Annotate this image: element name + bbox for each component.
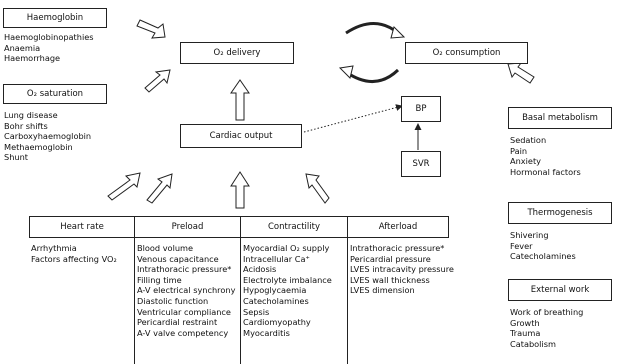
- heart-rate-column: [29, 216, 135, 364]
- block-arrow-basal-metabolism: [508, 63, 534, 83]
- list-item: Myocardial O₂ supply: [243, 243, 330, 253]
- curved-arrow-top: [346, 24, 398, 34]
- list-item: Venous capacitance: [137, 253, 219, 264]
- contractility-box: [240, 216, 348, 238]
- list-item: Fever: [510, 240, 533, 251]
- block-arrow-heart-rate: [108, 173, 140, 200]
- list-item: LVES intracavity pressure: [350, 264, 454, 275]
- list-item: Hypoglycaemia: [243, 285, 307, 296]
- afterload-list: [350, 243, 454, 296]
- list-item: Shunt: [4, 152, 28, 163]
- list-item: Haemoglobinopathies: [4, 32, 94, 42]
- list-item: Catecholamines: [510, 251, 576, 262]
- list-item: Intrathoracic pressure*: [137, 264, 232, 275]
- list-item: Cardiomyopathy: [243, 317, 311, 328]
- list-item: Intracellular Ca⁺: [243, 253, 310, 264]
- list-item: Pain: [510, 145, 528, 156]
- dotted-arrow-co-to-bp: [304, 106, 402, 132]
- external-work-title: External work: [530, 285, 590, 295]
- list-item: LVES wall thickness: [350, 274, 430, 285]
- list-item: A-V electrical synchrony: [137, 285, 236, 296]
- list-item: LVES dimension: [350, 285, 415, 296]
- cardiac-output-box: [180, 124, 302, 148]
- list-item: Arrhythmia: [31, 243, 77, 253]
- block-arrow-afterload: [306, 174, 329, 203]
- heart-rate-title: Heart rate: [60, 222, 104, 232]
- basal-metabolism-list: [510, 135, 581, 177]
- block-arrow-o2-saturation: [145, 70, 170, 92]
- list-item: Catecholamines: [243, 295, 309, 306]
- list-item: Anaemia: [4, 42, 41, 53]
- preload-title: Preload: [171, 222, 204, 232]
- svr-box: [401, 151, 441, 177]
- block-arrow-preload: [147, 174, 172, 203]
- bp-box: [401, 96, 441, 122]
- list-item: Sedation: [510, 135, 547, 145]
- list-item: Blood volume: [137, 243, 194, 253]
- list-item: Carboxyhaemoglobin: [4, 131, 92, 142]
- heart-rate-box: [29, 216, 135, 238]
- list-item: Ventricular compliance: [137, 306, 231, 317]
- list-item: Sepsis: [243, 306, 270, 317]
- list-item: A-V valve competency: [137, 327, 229, 338]
- list-item: Electrolyte imbalance: [243, 274, 332, 285]
- thermogenesis-list: [510, 230, 576, 262]
- haemoglobin-title: Haemoglobin: [26, 13, 84, 23]
- heart-rate-list: [31, 243, 117, 264]
- preload-list: [137, 243, 235, 338]
- list-item: Growth: [510, 317, 540, 328]
- o2-consumption-label: O₂ consumption: [432, 48, 501, 58]
- list-item: Hormonal factors: [510, 166, 581, 177]
- thermogenesis-box: [508, 202, 612, 224]
- list-item: Intrathoracic pressure*: [350, 243, 445, 253]
- o2-saturation-list: [4, 110, 91, 163]
- list-item: Diastolic function: [137, 295, 209, 306]
- preload-box: [134, 216, 241, 238]
- list-item: Bohr shifts: [4, 120, 48, 131]
- block-arrow-contractility: [231, 172, 249, 208]
- block-arrow-haemoglobin: [137, 20, 165, 38]
- list-item: Acidosis: [243, 264, 277, 275]
- external-work-box: [508, 279, 612, 301]
- o2-delivery-box: [180, 42, 294, 64]
- list-item: Work of breathing: [510, 307, 584, 317]
- curved-arrow-bottom: [346, 70, 398, 82]
- haemoglobin-list: [4, 32, 94, 64]
- haemoglobin-box: [3, 8, 107, 28]
- thermogenesis-title: Thermogenesis: [527, 208, 593, 218]
- contractility-title: Contractility: [267, 222, 320, 232]
- list-item: Myocarditis: [243, 327, 290, 338]
- o2-saturation-box: [3, 84, 107, 104]
- cardiac-output-label: Cardiac output: [209, 131, 273, 141]
- list-item: Filling time: [137, 274, 182, 285]
- list-item: Methaemoglobin: [4, 141, 73, 152]
- o2-consumption-box: [405, 42, 528, 64]
- basal-metabolism-title: Basal metabolism: [522, 113, 598, 123]
- block-arrow-cardiac-output-up: [231, 80, 249, 120]
- basal-metabolism-box: [508, 107, 612, 129]
- list-item: Anxiety: [510, 156, 542, 167]
- list-item: Shivering: [510, 230, 549, 240]
- contractility-list: [243, 243, 332, 338]
- list-item: Catabolism: [510, 338, 556, 349]
- list-item: Lung disease: [4, 110, 58, 120]
- afterload-box: [347, 216, 449, 238]
- o2-delivery-label: O₂ delivery: [213, 48, 261, 58]
- o2-saturation-title: O₂ saturation: [26, 89, 84, 99]
- list-item: Trauma: [510, 328, 541, 339]
- afterload-title: Afterload: [378, 222, 418, 232]
- bp-label: BP: [415, 104, 427, 114]
- external-work-list: [510, 307, 583, 349]
- svr-label: SVR: [412, 159, 430, 169]
- list-item: Pericardial restraint: [137, 317, 218, 328]
- list-item: Factors affecting VO₂: [31, 253, 117, 264]
- list-item: Haemorrhage: [4, 53, 61, 64]
- list-item: Pericardial pressure: [350, 253, 431, 264]
